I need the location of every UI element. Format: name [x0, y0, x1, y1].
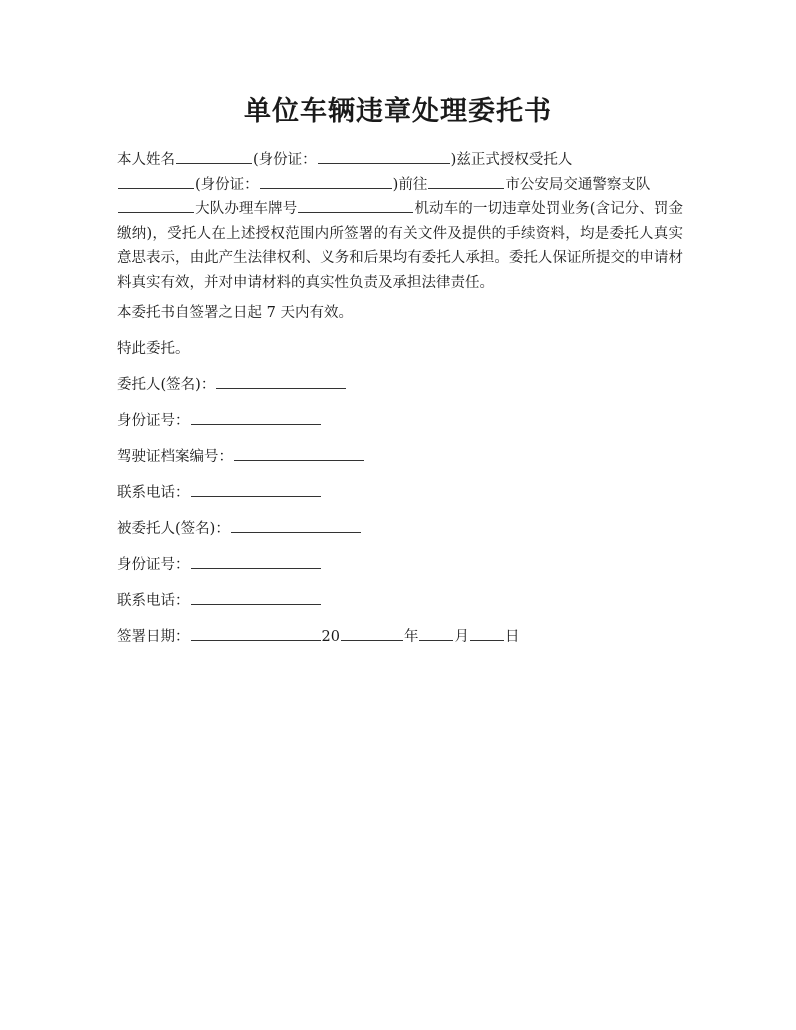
- principal-id-row: [117, 410, 322, 432]
- agent-id-row: [117, 554, 322, 576]
- agent-sign-row: [117, 518, 362, 540]
- license-file-row: [117, 446, 365, 468]
- text-plate-label: 大队办理车牌号: [195, 201, 298, 217]
- principal-sign-label: 委托人(签名)：: [117, 377, 216, 393]
- plate-number-blank[interactable]: [298, 197, 413, 213]
- principal-phone-row: [117, 482, 322, 504]
- license-file-blank[interactable]: [234, 446, 364, 461]
- text-traffic-police: 市公安局交通警察支队: [505, 176, 651, 193]
- brigade-blank[interactable]: [118, 197, 194, 213]
- agent-phone-label: 联系电话：: [117, 593, 190, 609]
- principal-phone-blank[interactable]: [191, 482, 321, 497]
- principal-sign-row: [117, 374, 347, 396]
- sign-date-blank[interactable]: [191, 626, 321, 641]
- agent-phone-row: [117, 590, 322, 612]
- principal-id-number-blank[interactable]: [191, 410, 321, 425]
- text-go-to: )前往: [392, 176, 428, 193]
- principal-sign-blank[interactable]: [216, 374, 346, 389]
- text-agent-id-label: (身份证：: [195, 176, 259, 193]
- text-authorize: )兹正式授权受托人: [450, 152, 573, 168]
- hereby-text: 特此委托。: [117, 341, 190, 357]
- authorization-paragraph: [117, 148, 683, 295]
- agent-sign-blank[interactable]: [231, 518, 361, 533]
- agent-name-blank[interactable]: [118, 173, 194, 189]
- text-authorization-scope: 机动车的一切违章处罚业务(含记分、罚金缴纳)，受托人在上述授权范围内所签署的有关文件及提供的手续资料，均是委托人真实意思表示，由此产生法律权利、义务和后果均有委托人承担。委托人保证所提交的申请材料真实有效，并对申请材料的真实性负责及承担法律责任。: [117, 201, 684, 291]
- agent-id-number-blank[interactable]: [191, 554, 321, 569]
- day-blank[interactable]: [470, 626, 504, 641]
- validity-text: 本委托书自签署之日起 7 天内有效。: [117, 305, 353, 321]
- principal-id-label: 身份证号：: [117, 413, 190, 429]
- text-id-label: (身份证：: [253, 152, 317, 168]
- agent-id-blank[interactable]: [260, 173, 392, 189]
- city-blank[interactable]: [428, 173, 504, 189]
- text-name-label: 本人姓名: [117, 152, 175, 168]
- license-file-label: 驾驶证档案编号：: [117, 449, 233, 465]
- agent-phone-blank[interactable]: [191, 590, 321, 605]
- year-text: 年: [403, 629, 419, 645]
- document-title: 单位车辆违章处理委托书: [244, 96, 552, 127]
- agent-id-label: 身份证号：: [117, 557, 190, 573]
- principal-phone-label: 联系电话：: [117, 485, 190, 501]
- principal-name-blank[interactable]: [176, 148, 252, 164]
- year-blank[interactable]: [341, 626, 403, 641]
- month-text: 月: [454, 629, 469, 645]
- sign-date-label: 签署日期：: [117, 629, 190, 645]
- sign-date-row: [117, 626, 519, 648]
- century-text: 20: [321, 629, 340, 645]
- document-body: [117, 148, 683, 295]
- day-text: 日: [504, 629, 520, 645]
- month-blank[interactable]: [419, 626, 453, 641]
- principal-id-blank[interactable]: [318, 148, 450, 164]
- agent-sign-label: 被委托人(签名)：: [117, 521, 230, 537]
